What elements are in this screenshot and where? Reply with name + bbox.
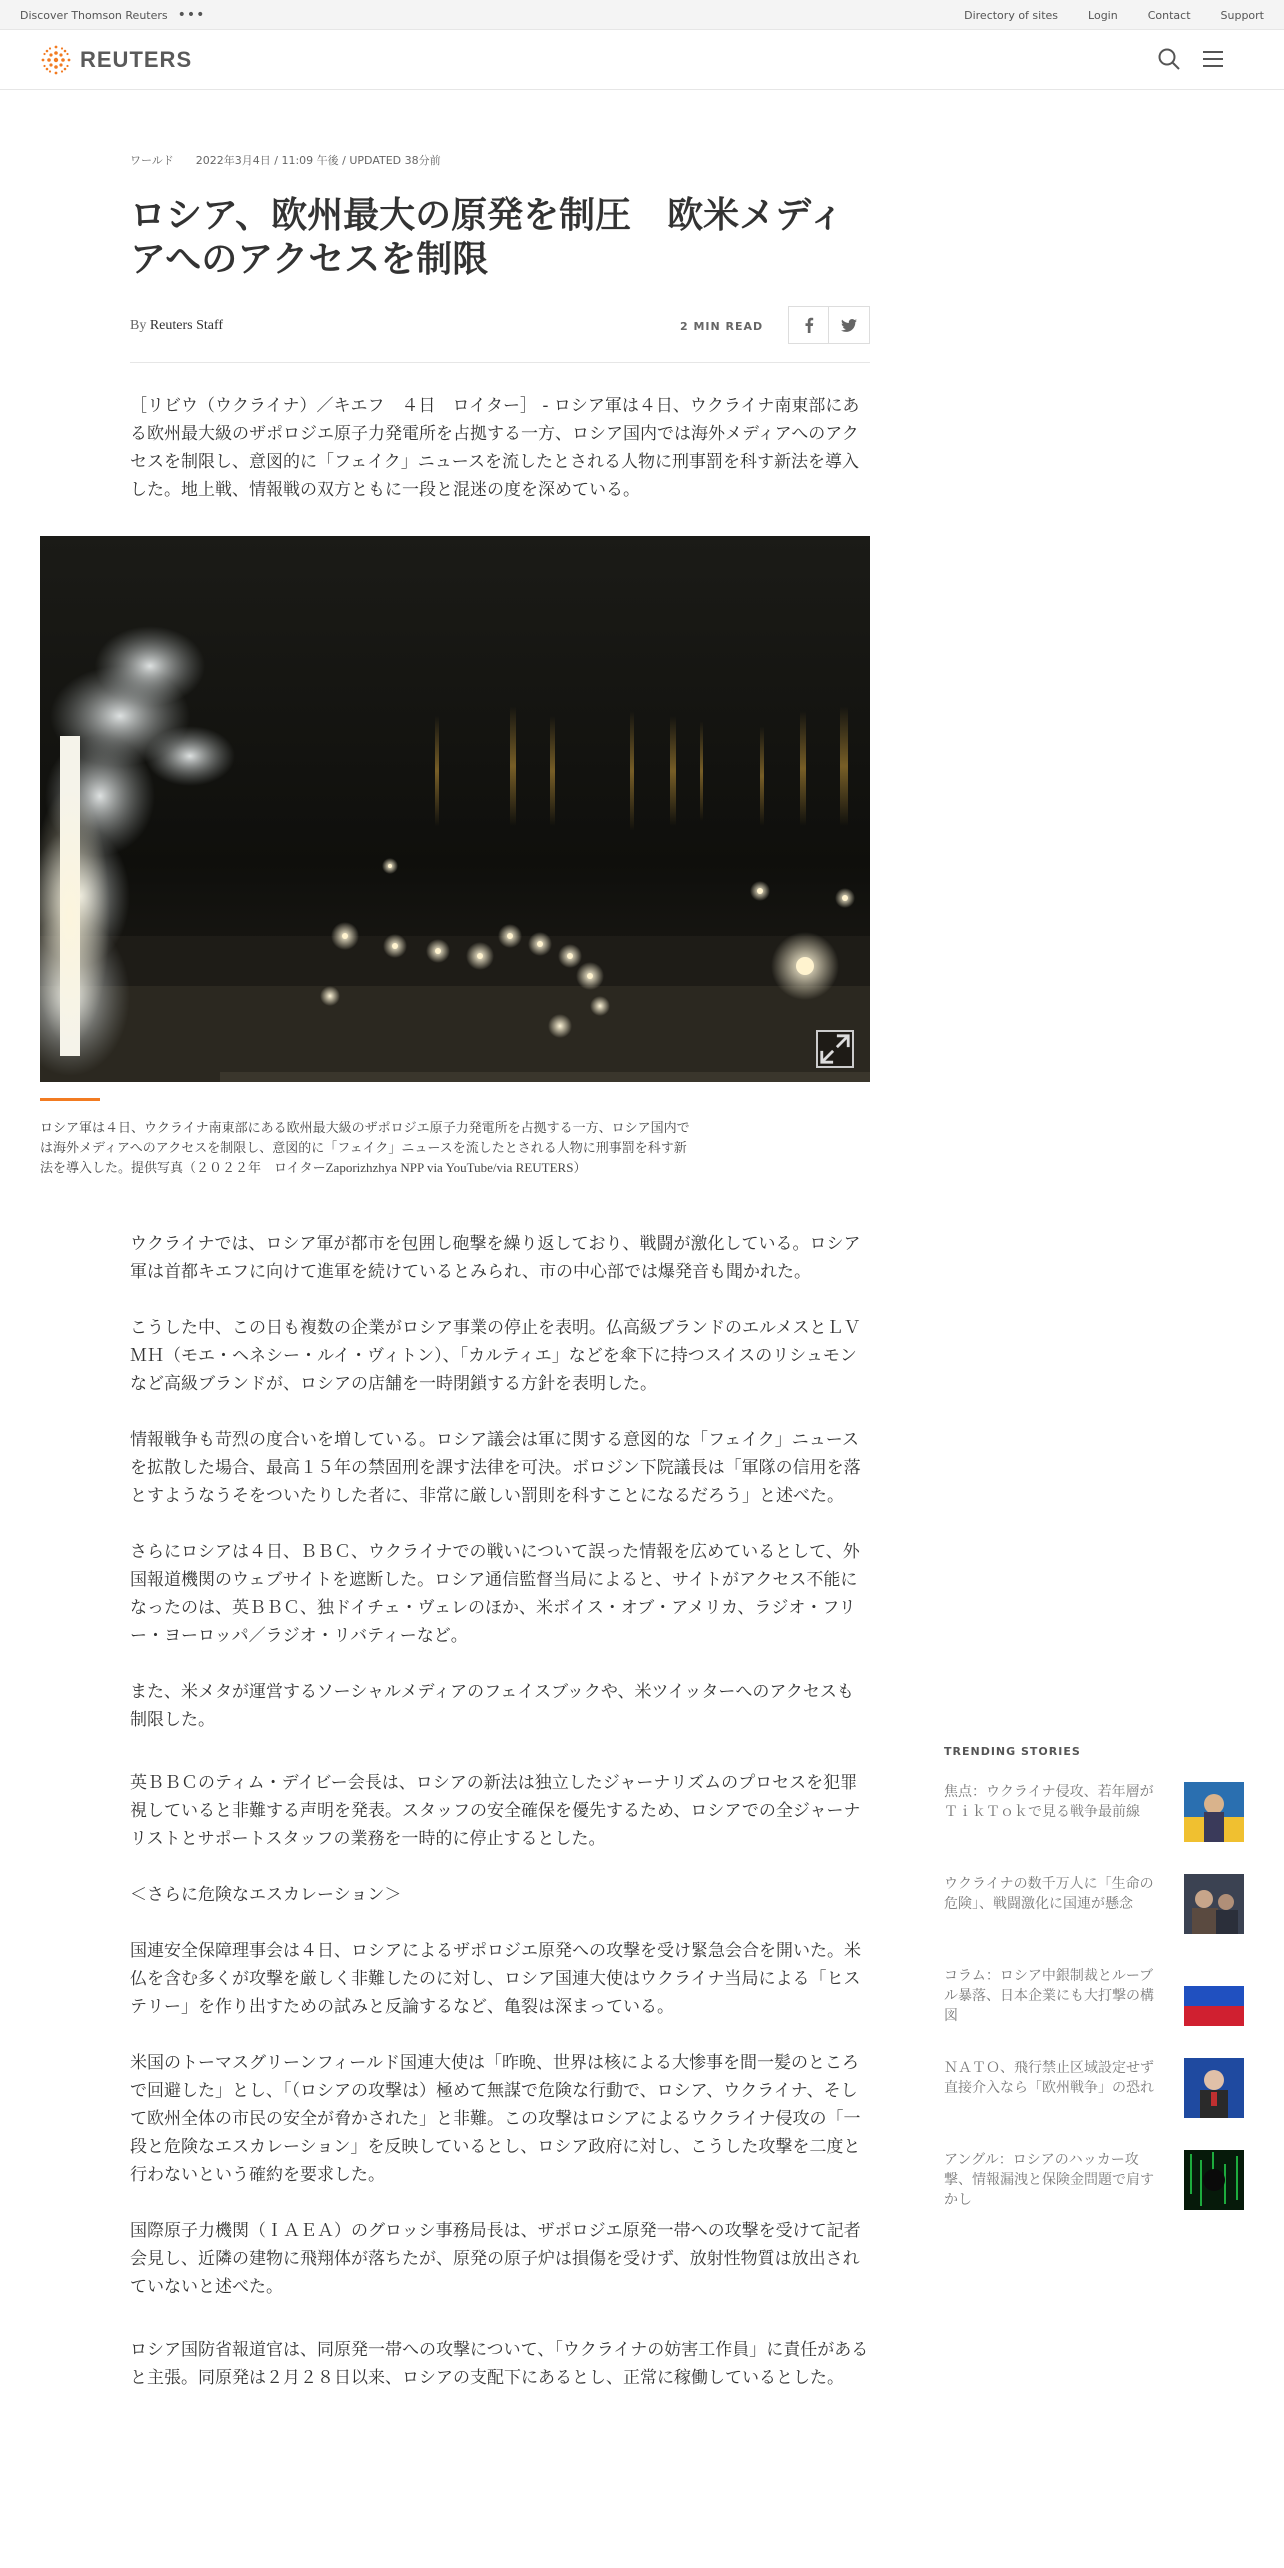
trending-item[interactable] [944, 2150, 1244, 2212]
more-icon[interactable]: ••• [177, 7, 206, 23]
login-link[interactable]: Login [1088, 8, 1118, 22]
trending-item[interactable] [944, 1966, 1244, 2028]
facebook-share-button[interactable] [788, 306, 829, 344]
reuters-logo[interactable] [40, 44, 192, 76]
body-paragraph: こうした中、この日も複数の企業がロシア事業の停止を表明。仏高級ブランドのエルメスとＬＶＭＨ（モエ・ヘネシー・ルイ・ヴィトン）、「カルティエ」などを傘下に持つスイスのリシュモンなど高級ブランドが、ロシアの店舗を一時閉鎖する方針を表明した。 [130, 1318, 861, 1394]
trending-thumbnail-image [1184, 2058, 1244, 2118]
utility-left [20, 0, 205, 30]
trending-thumbnail[interactable] [1184, 1874, 1244, 1934]
body-paragraph: 国連安全保障理事会は４日、ロシアによるザポロジエ原発への攻撃を受け緊急会合を開いた。米仏を含む多くが攻撃を厳しく非難したのに対し、ロシア国連大使はウクライナ当局による「ヒステリー」を作り出すための試みと反論するなど、亀裂は深まっている。 [130, 1941, 861, 2017]
discover-link[interactable]: Discover Thomson Reuters [20, 8, 168, 22]
menu-icon[interactable] [1200, 46, 1226, 72]
facebook-icon [804, 317, 814, 333]
site-header [0, 30, 1284, 90]
article-headline: ロシア、欧州最大の原発を制圧 欧米メディアへのアクセスを制限 [130, 195, 845, 280]
body-subheading: ＜さらに危険なエスカレーション＞ [130, 1885, 402, 1905]
article-date: 2022年3月4日 / 11:09 午後 / UPDATED 38分前 [195, 154, 441, 167]
byline-author[interactable]: Reuters Staff [149, 318, 224, 333]
contact-link[interactable]: Contact [1147, 8, 1191, 22]
section-link[interactable]: ワールド [130, 154, 174, 167]
byline [130, 318, 223, 334]
trending-thumbnail-image [1184, 2150, 1244, 2210]
trending-thumbnail-image [1184, 1966, 1244, 2026]
body-paragraph: 米国のトーマスグリーンフィールド国連大使は「昨晩、世界は核による大惨事を間一髪のところで回避した」とし、「（ロシアの攻撃は）極めて無謀で危険な行動で、ロシア、ウクライナ、そして欧州全体の市民の安全が脅かされた」と非難。この攻撃はロシアによるウクライナ侵攻の「一段と危険なエスカレーション」を反映しているとし、ロシア政府に対し、こうした攻撃を二度と行わないという確約を要求した。 [130, 2053, 861, 2185]
caption-rule [40, 1098, 100, 1101]
body-paragraph: さらにロシアは４日、ＢＢＣ、ウクライナでの戦いについて誤った情報を広めているとして、外国報道機関のウェブサイトを遮断した。ロシア通信監督当局によると、サイトがアクセス不能になったのは、英ＢＢＣ、独ドイチェ・ヴェレのほか、米ボイス・オブ・アメリカ、ラジオ・フリー・ヨーロッパ／ラジオ・リバティーなど。 [130, 1542, 860, 1646]
body-paragraph: 情報戦争も苛烈の度合いを増している。ロシア議会は軍に関する意図的な「フェイク」ニュースを拡散した場合、最高１５年の禁固刑を課す法律を可決。ボロジン下院議長は「軍隊の信用を落とすようなうそをついたりした者に、非常に厳しい罰則を科すことになるだろう」と述べた。 [130, 1430, 861, 1506]
nuclear-plant-night-photo [40, 536, 870, 1082]
article-kicker [130, 152, 441, 168]
trending-item-text[interactable]: ウクライナの数千万人に「生命の危険」、戦闘激化に国連が懸念 [944, 1876, 1154, 1912]
article-body [130, 1230, 870, 2420]
support-link[interactable]: Support [1220, 8, 1264, 22]
image-caption: ロシア軍は４日、ウクライナ南東部にある欧州最大級のザポロジエ原子力発電所を占拠する一方、ロシア国内では海外メディアへのアクセスを制限し、意図的に「フェイク」ニュースを流したとされる人物に刑事罰を科す新法を導入した。提供写真（２０２２年 ロイターZaporizhzhya NPP via YouTube/via REUTERS） [40, 1120, 690, 1175]
byline-prefix: By [130, 318, 147, 333]
trending-thumbnail[interactable] [1184, 1782, 1244, 1842]
twitter-icon [841, 319, 857, 332]
byline-row [130, 306, 870, 346]
trending-thumbnail[interactable] [1184, 2058, 1244, 2118]
trending-item-text[interactable]: ＮＡＴＯ、飛行禁止区域設定せず 直接介入なら「欧州戦争」の恐れ [944, 2060, 1168, 2096]
trending-item-text[interactable]: アングル：ロシアのハッカー攻撃、情報漏洩と保険金問題で肩すかし [944, 2152, 1154, 2208]
read-time: 2 MIN READ [680, 320, 764, 333]
twitter-share-button[interactable] [829, 306, 870, 344]
trending-thumbnail-image [1184, 1782, 1244, 1842]
reuters-logo-icon [40, 44, 72, 76]
utility-bar [0, 0, 1284, 30]
body-paragraph: ロシア国防省報道官は、同原発一帯への攻撃について、「ウクライナの妨害工作員」に責任があると主張。同原発は２月２８日以来、ロシアの支配下にあるとし、正常に稼働しているとした。 [130, 2340, 869, 2388]
hero-image[interactable] [40, 536, 870, 1082]
trending-thumbnail-image [1184, 1874, 1244, 1934]
trending-thumbnail[interactable] [1184, 2150, 1244, 2210]
expand-image-button[interactable] [816, 1030, 854, 1068]
body-paragraph: また、米メタが運営するソーシャルメディアのフェイスブックや、米ツイッターへのアクセスも制限した。 [130, 1682, 854, 1730]
trending-item[interactable] [944, 1874, 1244, 1936]
byline-divider [130, 362, 870, 363]
trending-item[interactable] [944, 1782, 1244, 1844]
article-lead: ［リビウ（ウクライナ）／キエフ ４日 ロイター］ - ロシア軍は４日、ウクライナ南東部にある欧州最大級のザポロジエ原子力発電所を占拠する一方、ロシア国内では海外メディアへのアクセスを制限し、意図的に「フェイク」ニュースを流したとされる人物に刑事罰を科す新法を導入した。地上戦、情報戦の双方ともに一段と混迷の度を深めている。 [130, 396, 860, 500]
search-icon[interactable] [1156, 46, 1182, 72]
share-buttons [788, 306, 870, 344]
header-icons [1156, 46, 1226, 72]
body-paragraph: ウクライナでは、ロシア軍が都市を包囲し砲撃を繰り返しており、戦闘が激化している。ロシア軍は首都キエフに向けて進軍を続けているとみられ、市の中心部では爆発音も聞かれた。 [130, 1234, 861, 1282]
utility-links [934, 0, 1264, 30]
directory-link[interactable]: Directory of sites [964, 8, 1059, 22]
body-paragraph: 国際原子力機関（ＩＡＥＡ）のグロッシ事務局長は、ザポロジエ原発一帯への攻撃を受けて記者会見し、近隣の建物に飛翔体が落ちたが、原発の原子炉は損傷を受けず、放射性物質は放出されていないと述べた。 [130, 2221, 861, 2297]
body-paragraph: 英ＢＢＣのティム・デイビー会長は、ロシアの新法は独立したジャーナリズムのプロセスを犯罪視していると非難する声明を発表。スタッフの安全確保を優先するため、ロシアでの全ジャーナリストとサポートスタッフの業務を一時的に停止するとした。 [130, 1773, 861, 1849]
logo-text: REUTERS [80, 47, 193, 72]
expand-icon [818, 776, 852, 1082]
trending-item-text[interactable]: コラム：ロシア中銀制裁とルーブル暴落、日本企業にも大打撃の構図 [944, 1968, 1154, 2024]
trending-item[interactable] [944, 2058, 1244, 2120]
trending-title: TRENDING STORIES [944, 1745, 1081, 1758]
trending-stories [944, 1745, 1244, 2242]
trending-thumbnail[interactable] [1184, 1966, 1244, 2026]
trending-item-text[interactable]: 焦点：ウクライナ侵攻、若年層がＴｉｋＴｏｋで見る戦争最前線 [944, 1784, 1154, 1820]
